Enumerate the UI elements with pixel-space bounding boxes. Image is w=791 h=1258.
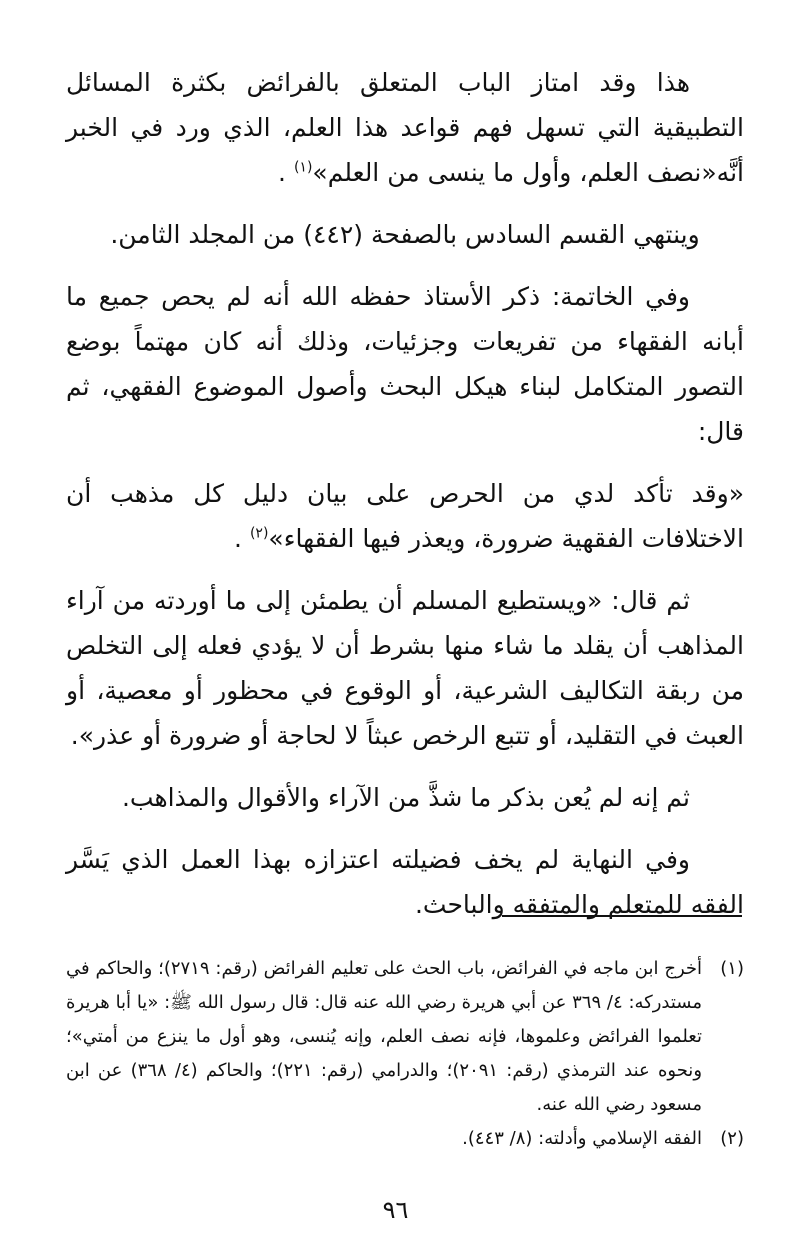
paragraph-text: «وقد تأكد لدي من الحرص على بيان دليل كل مذهب أن الاختلافات الفقهية ضرورة، ويعذر فيها الفقهاء» bbox=[66, 479, 744, 553]
paragraph-text: ثم إنه لم يُعن بذكر ما شذَّ من الآراء والأقوال والمذاهب. bbox=[121, 783, 690, 812]
footnote-reference: (١) bbox=[293, 159, 313, 176]
footnote-reference: (٢) bbox=[249, 525, 269, 542]
footnote-divider bbox=[502, 915, 742, 917]
footnote-item bbox=[66, 952, 744, 1122]
footnote-number: (٢) bbox=[720, 1128, 744, 1149]
footnote-number: (١) bbox=[720, 958, 744, 979]
paragraph-text: وينتهي القسم السادس بالصفحة (٤٤٢) من المجلد الثامن. bbox=[110, 220, 700, 249]
paragraph-final bbox=[66, 837, 744, 927]
paragraph-text: وفي النهاية لم يخف فضيلته اعتزازه بهذا العمل الذي يَسَّر الفقه للمتعلم والمتفقه والباحث. bbox=[66, 845, 744, 919]
paragraph-quote-imitation bbox=[66, 578, 744, 758]
paragraph-tail: . bbox=[278, 158, 286, 187]
footnote-item bbox=[66, 1122, 744, 1156]
footnotes bbox=[66, 952, 744, 1156]
footnote-text: الفقه الإسلامي وأدلته: (٨/ ٤٤٣). bbox=[462, 1128, 702, 1149]
paragraph-rare-opinions bbox=[66, 775, 744, 820]
paragraph-conclusion bbox=[66, 274, 744, 454]
main-text bbox=[66, 60, 744, 944]
paragraph-inheritance-chapter bbox=[66, 60, 744, 195]
page-number: ٩٦ bbox=[382, 1196, 409, 1224]
footnote-text: أخرج ابن ماجه في الفرائض، باب الحث على تعليم الفرائض (رقم: ٢٧١٩)؛ والحاكم في مستدركه: ٤/ ٣٦٩ عن أبي هريرة رضي الله عنه قال: قال رسول الله ﷺ: «يا أبا هريرة تعلموا الفرائض وعلموها، فإنه نصف العلم، وإنه يُنسى، وهو أول ما ينزع من أمتي»؛ ونحوه عند الترمذي (رقم: ٢٠٩١)؛ والدرامي (رقم: ٢٢١)؛ والحاكم (٤/ ٣٦٨) عن ابن مسعود رضي الله عنه. bbox=[66, 958, 703, 1115]
paragraph-section-end bbox=[66, 212, 744, 257]
paragraph-text: وفي الخاتمة: ذكر الأستاذ حفظه الله أنه لم يحص جميع ما أبانه الفقهاء من تفريعات وجزئيات، وذلك أنه كان مهتماً بوضع التصور المتكامل لبناء هيكل البحث وأصول الموضوع الفقهي، ثم قال: bbox=[66, 282, 744, 446]
paragraph-quote-differences bbox=[66, 471, 744, 561]
paragraph-text: ثم قال: «ويستطيع المسلم أن يطمئن إلى ما أوردته من آراء المذاهب أن يقلد ما شاء منها بشرط أن لا يؤدي فعله إلى التخلص من ربقة التكاليف الشرعية، أو الوقوع في محظور أو معصية، أو العبث في التقليد، أو تتبع الرخص عبثاً لا لحاجة أو ضرورة أو عذر». bbox=[66, 586, 744, 750]
paragraph-text: هذا وقد امتاز الباب المتعلق بالفرائض بكثرة المسائل التطبيقية التي تسهل فهم قواعد هذا العلم، الذي ورد في الخبر أنَّه«نصف العلم، وأول ما ينسى من العلم» bbox=[66, 68, 744, 187]
paragraph-tail: . bbox=[234, 524, 242, 553]
